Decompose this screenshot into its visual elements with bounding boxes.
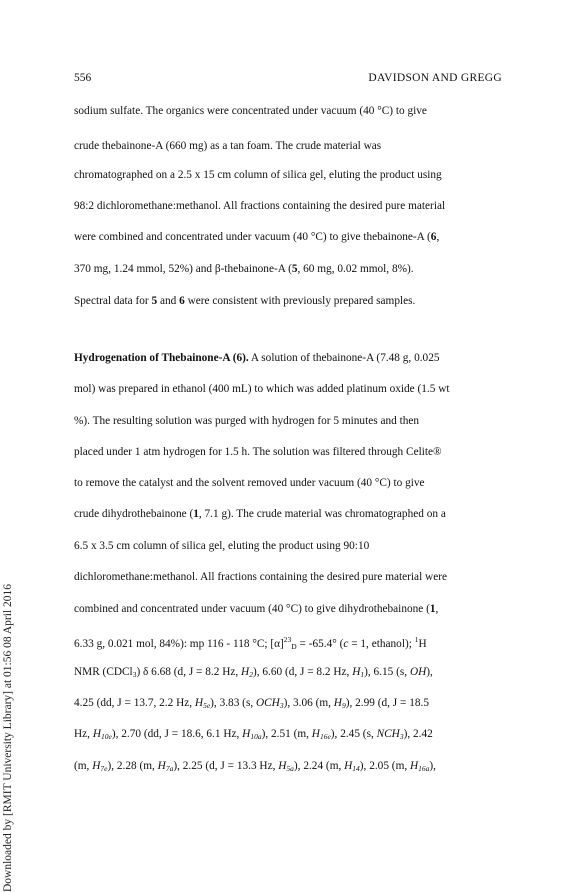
download-watermark: Downloaded by [RMIT University Library] at 01:56 08 April 2016 (2, 583, 14, 892)
text-line: (m, $H_{7e}$), 2.28 (m, $H_{7a}$), 2.25 (d, J = 13.3 Hz, $H_{5a}$), 2.24 (m, $H_{14}$), 2.05 (m, $H_{16a}$), (74, 760, 437, 773)
text-line: placed under 1 atm hydrogen for 1.5 h. The solution was filtered through Celite® (74, 446, 442, 458)
text-line: 370 mg, 1.24 mmol, 52%) and β-thebainone-A (5, 60 mg, 0.02 mmol, 8%). (74, 263, 414, 275)
text-line: %). The resulting solution was purged with hydrogen for 5 minutes and then (74, 415, 420, 427)
text-line: crude thebainone-A (660 mg) as a tan foam. The crude material was (74, 140, 382, 152)
text-line: sodium sulfate. The organics were concentrated under vacuum (40 °C) to give (74, 105, 427, 117)
text-line: combined and concentrated under vacuum (40 °C) to give dihydrothebainone (1, (74, 603, 439, 615)
text-line: 6.5 x 3.5 cm column of silica gel, eluting the product using 90:10 (74, 540, 370, 552)
text-line: mol) was prepared in ethanol (400 mL) to which was added platinum oxide (1.5 wt (74, 383, 450, 395)
text-line: to remove the catalyst and the solvent removed under vacuum (40 °C) to give (74, 477, 425, 489)
text-line: 4.25 (dd, J = 13.7, 2.2 Hz, $H_{5e}$), 3.83 (s, $OCH_3$), 3.06 (m, $H_9$), 2.99 (d, J = 18.5 (74, 697, 429, 710)
text-line: chromatographed on a 2.5 x 15 cm column of silica gel, eluting the product using (74, 169, 442, 181)
text-line: Hz, $H_{10e}$), 2.70 (dd, J = 18.6, 6.1 Hz, $H_{10a}$), 2.51 (m, $H_{16e}$), 2.45 (s, $NCH_3$), 2.42 (74, 728, 433, 741)
text-line: Spectral data for 5 and 6 were consistent with previously prepared samples. (74, 295, 416, 307)
text-line: were combined and concentrated under vacuum (40 °C) to give thebainone-A (6, (74, 231, 440, 243)
text-line: crude dihydrothebainone (1, 7.1 g). The crude material was chromatographed on a (74, 508, 446, 520)
text-line: NMR (CDCl$_3$) δ 6.68 (d, J = 8.2 Hz, $H_2$), 6.60 (d, J = 8.2 Hz, $H_1$), 6.15 (s, OH), (74, 666, 433, 679)
text-line: 6.33 g, 0.021 mol, 84%): mp 116 - 118 °C; $[\alpha]^{23}_D = -65.4^\circ$ (c = 1, ethanol); $^1$H (74, 635, 427, 651)
page-number: 556 (74, 72, 92, 84)
running-head: DAVIDSON AND GREGG (368, 72, 502, 84)
text-line: Hydrogenation of Thebainone-A (6). A solution of thebainone-A (7.48 g, 0.025 (74, 352, 440, 364)
text-line: 98:2 dichloromethane:methanol. All fractions containing the desired pure material (74, 200, 446, 212)
text-line: dichloromethane:methanol. All fractions containing the desired pure material were (74, 571, 447, 583)
